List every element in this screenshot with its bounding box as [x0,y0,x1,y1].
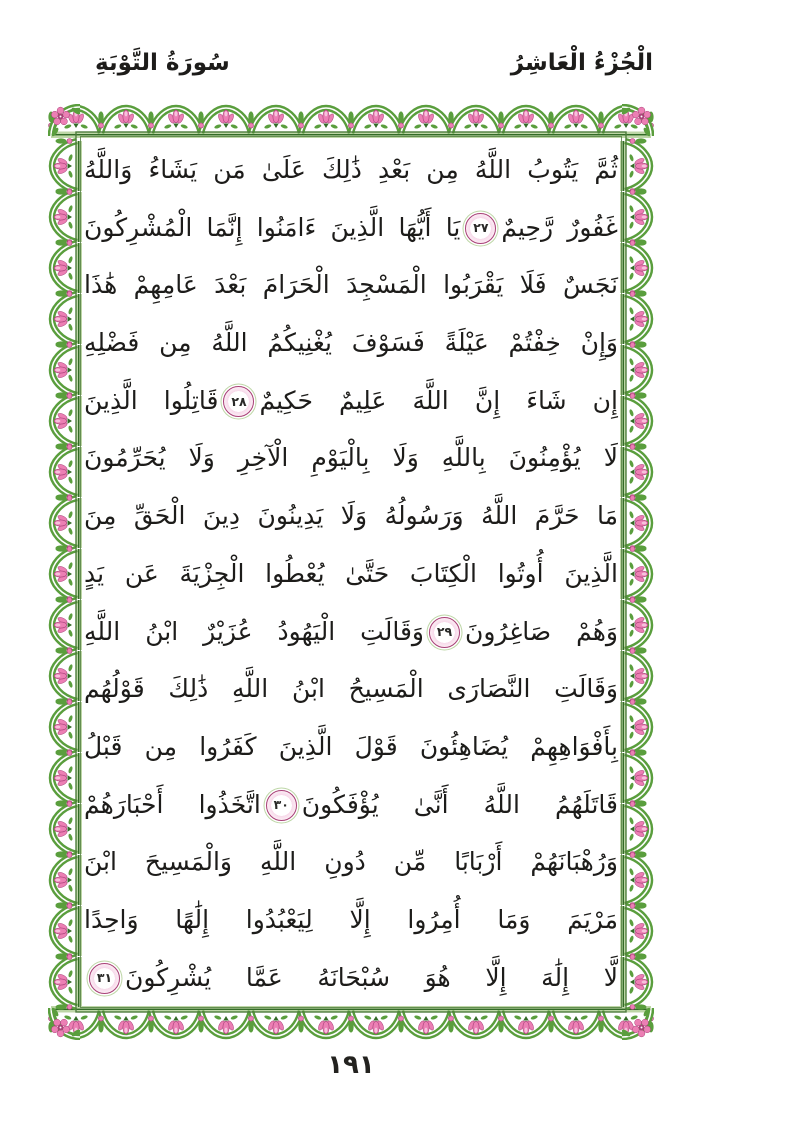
floral-border-motif [298,108,353,138]
quran-line [84,372,618,430]
verse-text: وَرُهْبَانَهُمْ أَرْبَابًا مِّن دُونِ اللَّهِ وَالْمَسِيحَ ابْنَ [84,847,618,877]
floral-border-motif [52,393,82,448]
verse-end-rosette-icon [266,790,297,821]
quran-line [84,314,618,372]
verse-text: اتَّخَذُوا أَحْبَارَهُمْ [84,789,261,819]
floral-border-motif [198,1006,253,1036]
verse-text: وَقَالَتِ الْيَهُودُ عُزَيْرٌ ابْنُ اللَّهِ [84,616,424,646]
floral-border-motif [52,954,82,1009]
floral-border-motif [620,240,650,295]
quran-line [84,891,618,949]
floral-border-motif [548,108,603,138]
floral-border-motif [52,699,82,754]
floral-border-motif [52,852,82,907]
floral-border-motif [620,342,650,397]
floral-border-motif [52,801,82,856]
surah-title: سُورَةُ التَّوْبَةِ [95,50,230,76]
quran-line [84,776,618,834]
verse-text: قَاتِلُوا الَّذِينَ [84,385,219,415]
verse-text: مَا حَرَّمَ اللَّهُ وَرَسُولُهُ وَلَا يَدِينُونَ دِينَ الْحَقِّ مِنَ [84,501,618,531]
floral-border-motif [52,597,82,652]
verse-text: وَهُمْ صَاغِرُونَ [464,616,618,646]
verse-text: غَفُورٌ رَّحِيمٌ [501,212,618,242]
quran-line [84,256,618,314]
quran-line [84,487,618,545]
floral-border-motif [620,189,650,244]
verse-text: قَاتَلَهُمُ اللَّهُ أَنَّىٰ يُؤْفَكُونَ [301,789,618,819]
floral-border-motif [448,1006,503,1036]
verse-text: الَّذِينَ أُوتُوا الْكِتَابَ حَتَّىٰ يُعْطُوا الْجِزْيَةَ عَن يَدٍ [84,558,618,588]
floral-border-motif [148,108,203,138]
floral-border-motif [448,108,503,138]
verse-end-rosette-icon [223,386,254,417]
verse-number: ٢٧ [473,220,489,236]
quran-line [84,603,618,661]
quran-text-area [84,141,618,1007]
verse-number: ٣٠ [273,797,289,813]
verse-text: إِن شَاءَ إِنَّ اللَّهَ عَلِيمٌ حَكِيمٌ [259,385,618,415]
verse-number: ٣١ [96,970,113,986]
floral-border-motif [620,597,650,652]
floral-border-motif [620,852,650,907]
floral-border-motif [298,1006,353,1036]
floral-border-motif [498,108,553,138]
floral-border-motif [620,648,650,703]
floral-border-motif [398,1006,453,1036]
verse-text: بِأَفْوَاهِهِمْ يُضَاهِئُونَ قَوْلَ الَّذِينَ كَفَرُوا مِن قَبْلُ [84,731,618,761]
floral-border-motif [620,495,650,550]
floral-border-motif [398,108,453,138]
verse-text: وَإِنْ خِفْتُمْ عَيْلَةً فَسَوْفَ يُغْنِيكُمُ اللَّهُ مِن فَضْلِهِ [84,328,618,358]
floral-border-motif [620,444,650,499]
verse-end-rosette-icon [89,963,120,994]
verse-text: ثُمَّ يَتُوبُ اللَّهُ مِن بَعْدِ ذَٰلِكَ عَلَىٰ مَن يَشَاءُ وَاللَّهُ [84,155,618,184]
quran-line [84,141,618,199]
verse-text: لَا يُؤْمِنُونَ بِاللَّهِ وَلَا بِالْيَوْمِ الْآخِرِ وَلَا يُحَرِّمُونَ [84,443,618,473]
floral-border-motif [620,801,650,856]
verse-text: لَّا إِلَٰهَ إِلَّا هُوَ سُبْحَانَهُ عَمَّا يُشْرِكُونَ [125,962,618,992]
floral-border-motif [52,750,82,805]
floral-border-motif [52,342,82,397]
floral-border-motif [98,108,153,138]
quran-line [84,833,618,891]
verse-number: ٢٨ [231,393,247,409]
floral-border-motif [620,699,650,754]
floral-border-motif [148,1006,203,1036]
floral-border-motif [52,189,82,244]
floral-border-motif [52,903,82,958]
floral-border-motif [198,108,253,138]
floral-border-motif [52,495,82,550]
floral-border-motif [52,648,82,703]
floral-border-motif [620,291,650,346]
verse-number: ٢٩ [436,624,453,640]
verse-text: نَجَسٌ فَلَا يَقْرَبُوا الْمَسْجِدَ الْحَرَامَ بَعْدَ عَامِهِمْ هَٰذَا [84,270,618,300]
floral-border-motif [620,546,650,601]
floral-border-motif [248,108,303,138]
verse-text: يَا أَيُّهَا الَّذِينَ ءَامَنُوا إِنَّمَا الْمُشْرِكُونَ [84,212,461,242]
floral-border-motif [348,1006,403,1036]
floral-border-motif [52,444,82,499]
verse-text: وَقَالَتِ النَّصَارَى الْمَسِيحُ ابْنُ اللَّهِ ذَٰلِكَ قَوْلُهُم [84,674,618,704]
floral-border-motif [52,240,82,295]
floral-border-motif [620,138,650,193]
floral-border-motif [52,546,82,601]
floral-border-motif [620,393,650,448]
verse-end-rosette-icon [429,617,460,648]
quran-line [84,545,618,603]
floral-border-motif [348,108,403,138]
verse-end-rosette-icon [465,213,496,244]
page-number: ١٩١ [327,1050,375,1080]
floral-border-motif [52,138,82,193]
floral-border-motif [98,1006,153,1036]
floral-border-motif [498,1006,553,1036]
quran-line [84,199,618,257]
floral-border-motif [620,750,650,805]
quran-line [84,429,618,487]
verse-text: مَرْيَمَ وَمَا أُمِرُوا إِلَّا لِيَعْبُدُوا إِلَٰهًا وَاحِدًا [84,904,618,934]
floral-border-motif [620,903,650,958]
floral-border-motif [620,954,650,1009]
floral-border-motif [548,1006,603,1036]
quran-line [84,718,618,776]
floral-border-motif [52,291,82,346]
floral-border-motif [248,1006,303,1036]
juz-title: الْجُزْءُ الْعَاشِرُ [510,50,653,76]
quran-line [84,660,618,718]
quran-line [84,949,618,1007]
